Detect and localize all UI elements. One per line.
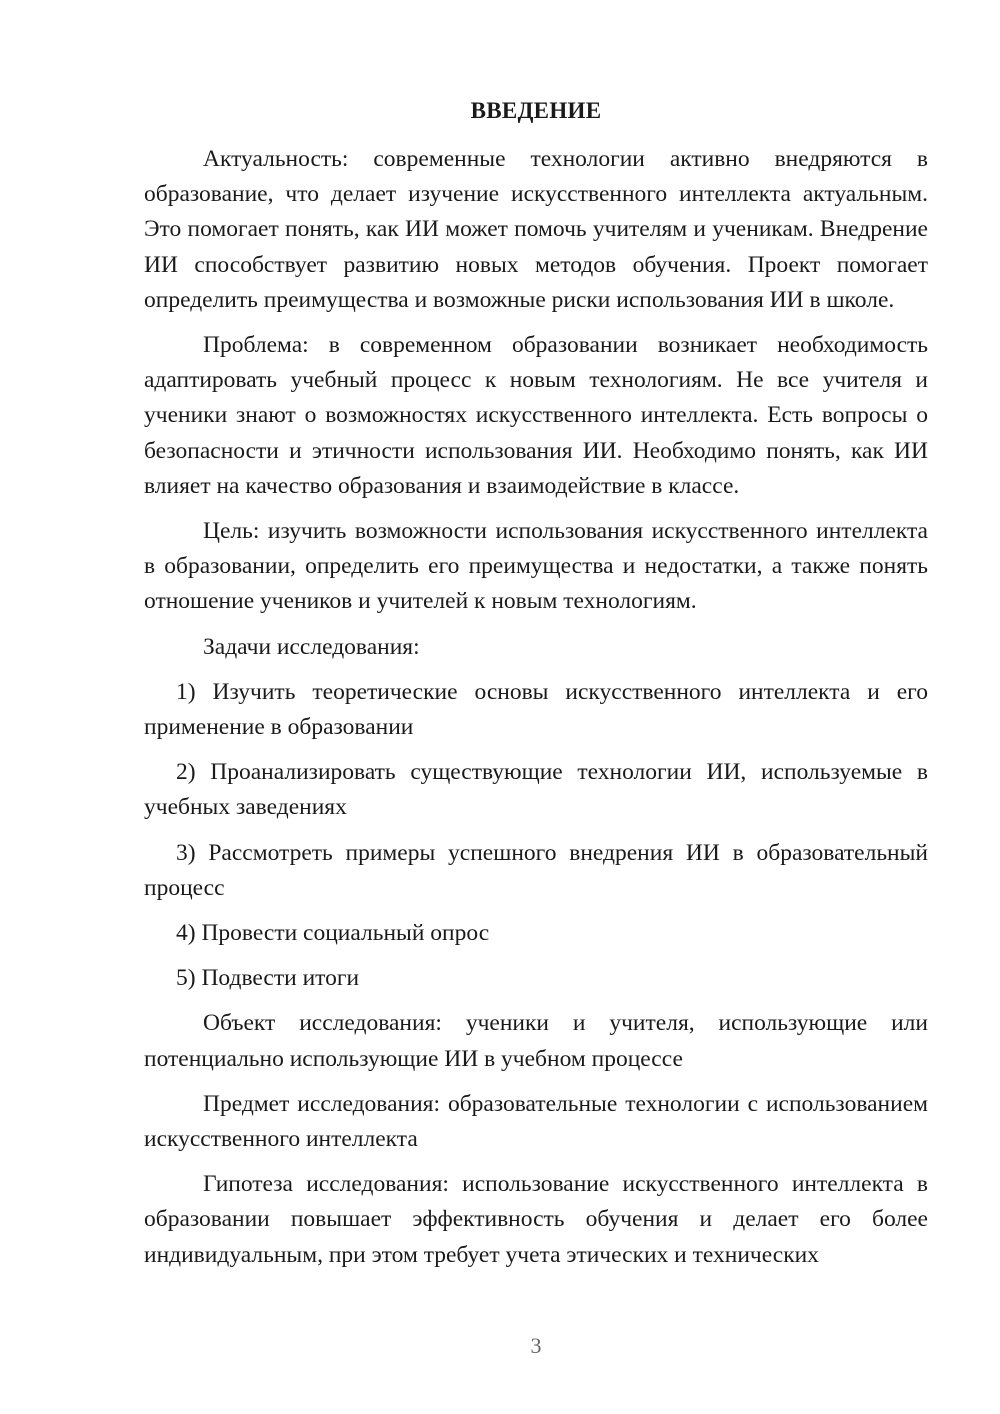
page-number: 3 xyxy=(530,1333,542,1358)
section-title: ВВЕДЕНИЕ xyxy=(470,98,602,123)
paragraph-goal: Цель: изучить возможности использования искусственного интеллекта в образовании, определить его преимущества и недостатки, а также понять отношение учеников и учителей к новым технологиям. xyxy=(144,518,928,615)
paragraph-subject: Предмет исследования: образовательные технологии с использованием искусственного интеллекта xyxy=(144,1090,928,1153)
paragraph-object: Объект исследования: ученики и учителя, использующие или потенциально использующие ИИ в учебном процессе xyxy=(144,1010,928,1072)
tasks-heading: Задачи исследования: xyxy=(203,633,420,660)
paragraph-relevance: Актуальность: современные технологии активно внедряются в образование, что делает изучение искусственного интеллекта актуальным. Это помогает понять, как ИИ может помочь учителям и ученикам. Внедрение ИИ способствует развитию новых методов обучения. Проект помогает определить преимущества и возможные риски использования ИИ в школе. xyxy=(144,146,928,313)
document-body xyxy=(144,142,928,1283)
paragraph-hypothesis: Гипотеза исследования: использование искусственного интеллекта в образовании повышает эффективность обучения и делает его более индивидуальным, при этом требует учета этических и технических xyxy=(144,1171,928,1268)
task-item-4: 4) Провести социальный опрос xyxy=(176,920,490,947)
task-item-3: 3) Рассмотреть примеры успешного внедрения ИИ в образовательный процесс xyxy=(144,839,928,901)
task-item-2: 2) Проанализировать существующие технологии ИИ, используемые в учебных заведениях xyxy=(144,759,928,821)
paragraph-problem: Проблема: в современном образовании возникает необходимость адаптировать учебный процесс к новым технологиям. Не все учителя и ученики знают о возможностях искусственного интеллекта. Есть вопросы о безопасности и этичности использования ИИ. Необходимо понять, как ИИ влияет на качество образования и взаимодействие в классе. xyxy=(144,332,928,499)
task-item-5: 5) Подвести итоги xyxy=(176,965,360,992)
task-item-1: 1) Изучить теоретические основы искусственного интеллекта и его применение в образовании xyxy=(144,678,928,741)
